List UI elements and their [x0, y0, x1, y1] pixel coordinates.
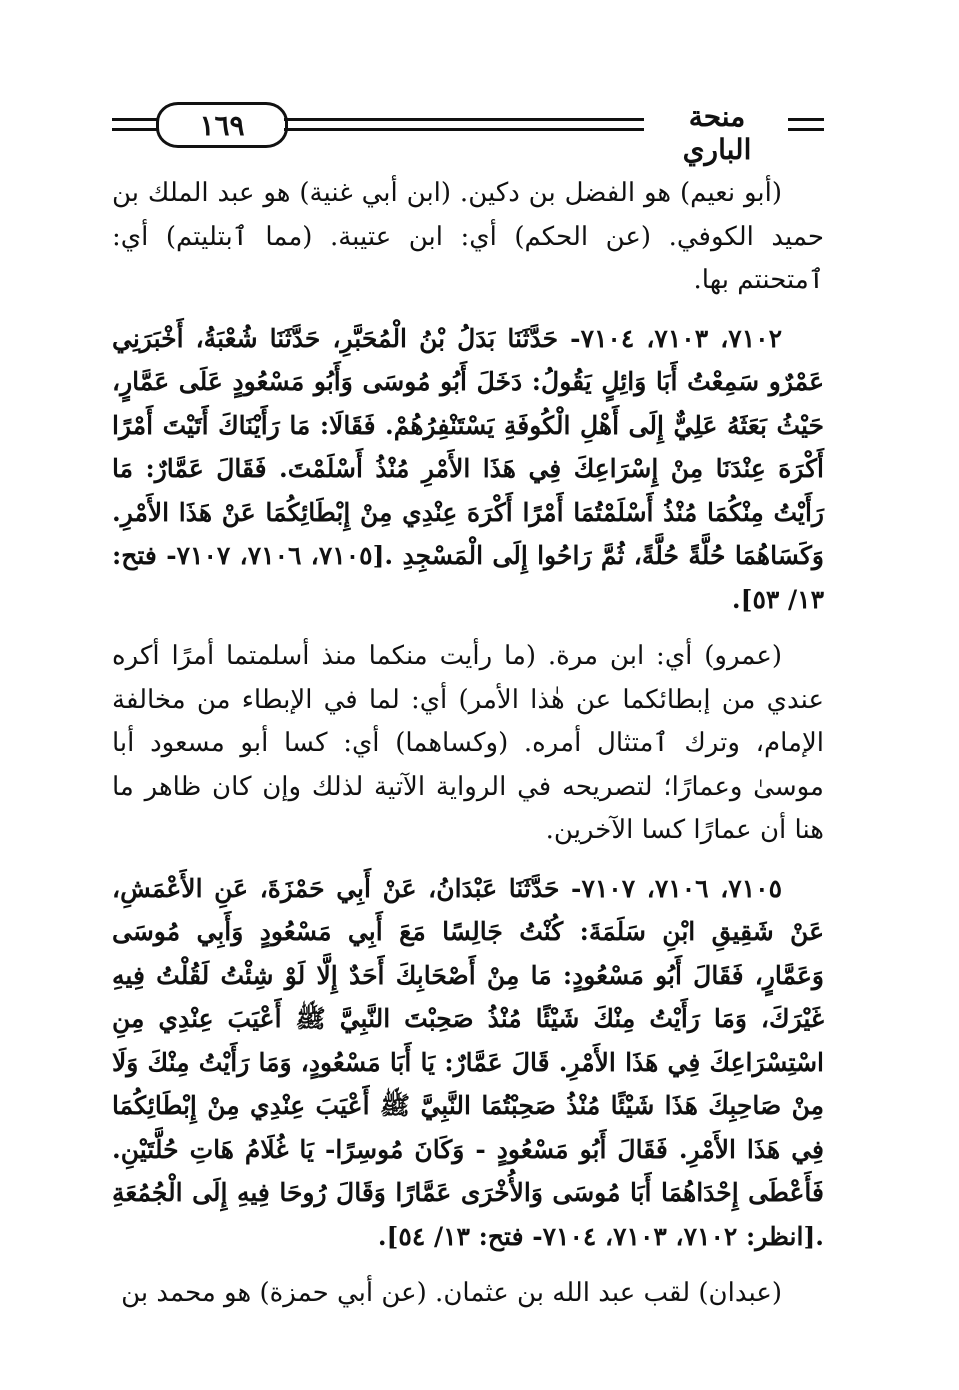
page-number: ١٦٩	[199, 108, 245, 142]
header-rule-left-top	[112, 118, 158, 121]
header-rule-right-top	[788, 118, 824, 121]
header-rule-right-bottom	[788, 128, 824, 131]
commentary-paragraph: (أبو نعيم) هو الفضل بن دكين. (ابن أبي غنية) هو عبد الملك بن حميد الكوفي. (عن الحكم) أي: ابن عتيبة. (مما ٱبتليتم) أي: ٱمتحنتم بها.	[112, 178, 824, 295]
hadith-paragraph: ٧١٠٢، ٧١٠٣، ٧١٠٤- حَدَّثَنَا بَدَلُ بْنُ الْمُحَبَّرِ، حَدَّثَنَا شُعْبَةُ، أَخْبَرَنِي عَمْرٌو سَمِعْتُ أَبَا وَائِلٍ يَقُولُ: دَخَلَ أَبُو مُوسَى وَأَبُو مَسْعُودٍ عَلَى عَمَّارٍ، حَيْثُ بَعَثَهُ عَلِيٌّ إِلَى أَهْلِ الْكُوفَةِ يَسْتَنْفِرُهُمْ. فَقَالَا: مَا رَأَيْنَاكَ أَتَيْتَ أَمْرًا أَكْرَهَ عِنْدَنَا مِنْ إِسْرَاعِكَ فِي هَذَا الأَمْرِ مُنْذُ أَسْلَمْتَ. فَقَالَ عَمَّارٌ: مَا رَأَيْتُ مِنْكُمَا مُنْذُ أَسْلَمْتُمَا أَمْرًا أَكْرَهَ عِنْدِي مِنْ إِبْطَائِكُمَا عَنْ هَذَا الأَمْرِ. وَكَسَاهُمَا حُلَّةً حُلَّةً، ثُمَّ رَاحُوا إِلَى الْمَسْجِدِ .[٧١٠٥، ٧١٠٦، ٧١٠٧- فتح: ١٣/ ٥٣].	[112, 323, 824, 614]
page-header	[112, 96, 824, 166]
commentary-paragraph: (عمرو) أي: ابن مرة. (ما رأيت منكما منذ أسلمتما أمرًا أكره عندي من إبطائكما عن هٰذا الأمر) أي: لما في الإبطاء من مخالفة الإمام، وترك ٱمتثال أمره. (وكساهما) أي: كسا أبو مسعود أبا موسىٰ وعمارًا؛ لتصريحه في الرواية الآتية لذلك وإن كان ظاهر ما هنا أن عمارًا كسا الآخرين.	[112, 641, 824, 845]
page-body	[112, 172, 824, 1330]
header-rule-middle-top	[284, 118, 644, 121]
header-rule-middle-bottom	[284, 128, 644, 131]
book-title: منحة الباري	[682, 100, 752, 166]
page-number-badge	[156, 102, 288, 148]
header-rule-left-bottom	[112, 128, 158, 131]
hadith-paragraph: ٧١٠٥، ٧١٠٦، ٧١٠٧- حَدَّثَنَا عَبْدَانُ، عَنْ أَبِي حَمْزَةَ، عَنِ الأَعْمَشِ، عَنْ شَقِيقِ ابْنِ سَلَمَةَ: كُنْتُ جَالِسًا مَعَ أَبِي مَسْعُودٍ وَأَبِي مُوسَى وَعَمَّارٍ، فَقَالَ أَبُو مَسْعُودٍ: مَا مِنْ أَصْحَابِكَ أَحَدٌ إِلَّا لَوْ شِئْتُ لَقُلْتُ فِيهِ غَيْرَكَ، وَمَا رَأَيْتُ مِنْكَ شَيْئًا مُنْذُ صَحِبْتَ النَّبِيَّ ﷺ أَعْيَبَ عِنْدِي مِنِ اسْتِسْرَاعِكَ فِي هَذَا الأَمْرِ. قَالَ عَمَّارٌ: يَا أَبَا مَسْعُودٍ، وَمَا رَأَيْتُ مِنْكَ وَلَا مِنْ صَاحِبِكَ هَذَا شَيْئًا مُنْذُ صَحِبْتُمَا النَّبِيَّ ﷺ أَعْيَبَ عِنْدِي مِنْ إِبْطَائِكُمَا فِي هَذَا الأَمْرِ. فَقَالَ أَبُو مَسْعُودٍ - وَكَانَ مُوسِرًا- يَا غُلَامُ هَاتِ حُلَّتَيْنِ. فَأَعْطَى إِحْدَاهُمَا أَبَا مُوسَى وَالأُخْرَى عَمَّارًا وَقَالَ رُوحَا فِيهِ إِلَى الْجُمُعَةِ .[انظر: ٧١٠٢، ٧١٠٣، ٧١٠٤- فتح: ١٣/ ٥٤].	[112, 873, 824, 1251]
commentary-paragraph: (عبدان) لقب عبد الله بن عثمان. (عن أبي حمزة) هو محمد بن	[121, 1278, 782, 1308]
